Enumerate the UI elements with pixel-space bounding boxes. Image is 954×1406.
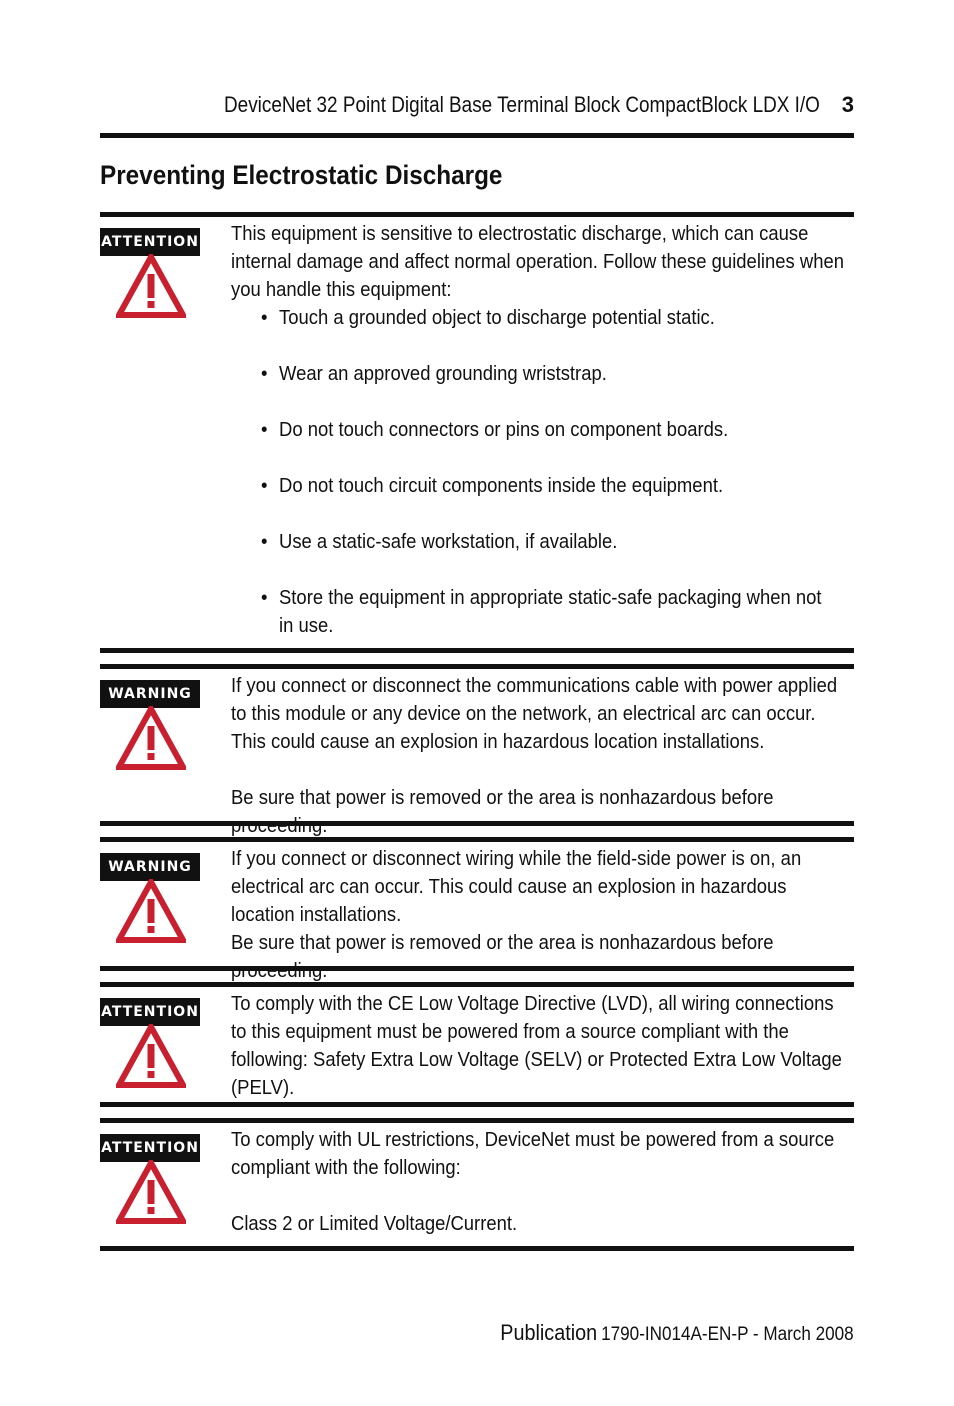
attention-badge: ATTENTION [100,1134,200,1162]
block-bottom-rule [100,1246,854,1251]
attention-paragraph: To comply with the CE Low Voltage Directive (LVD), all wiring connections to this equipment must be powered from a source compliant with the following: Safety Extra Low Voltage (SELV) or Protected Extra Low Voltage (PELV). [231,992,842,1099]
block-top-rule [100,837,854,842]
warning-triangle-icon [116,254,186,318]
list-item: • Wear an approved grounding wriststrap. [261,360,839,388]
attention-intro: This equipment is sensitive to electrostatic discharge, which can cause internal damage and affect normal operation. Follow these guidelines when you handle this equipment: [231,222,844,301]
attention-paragraph: To comply with UL restrictions, DeviceNet must be powered from a source compliant with the following: [231,1128,835,1179]
block-top-rule [100,212,854,217]
attention-content [231,220,854,640]
warning-triangle-icon [116,1160,186,1224]
warning-content [231,672,854,840]
attention-badge: ATTENTION [100,998,200,1026]
attention-content [231,990,854,1102]
warning-paragraph: If you connect or disconnect the communications cable with power applied to this module or any device on the network, an electrical arc can occur. This could cause an explosion in hazardous location installations. [231,674,838,753]
warning-paragraph: Be sure that power is removed or the area is nonhazardous before [231,931,774,954]
warning-block-field-power [100,837,854,973]
block-bottom-rule [100,648,854,653]
attention-badge: ATTENTION [100,228,200,256]
publication-number: 1790-IN014A-EN-P - March 2008 [601,1324,854,1345]
warning-triangle-icon [116,879,186,943]
list-item: • Use a static-safe workstation, if available. [261,528,839,556]
block-bottom-rule [100,1102,854,1107]
publication-label: Publication [500,1320,598,1345]
list-item: • Store the equipment in appropriate static-safe packaging when not in use. [261,584,839,640]
page-number: 3 [841,92,854,117]
list-item: • Touch a grounded object to discharge potential static. [261,304,839,332]
block-bottom-rule [100,821,854,826]
warning-content [231,845,854,985]
warning-block-comm-cable [100,664,854,831]
running-header [100,92,854,126]
warning-paragraph: Be sure that power is removed or the area is nonhazardous before [231,786,774,809]
attention-block-ce-lvd [100,982,854,1110]
warning-badge: WARNING [100,853,200,881]
attention-block-esd [100,212,854,657]
header-rule [100,133,854,138]
attention-block-ul [100,1118,854,1256]
section-title: Preventing Electrostatic Discharge [100,160,503,190]
block-bottom-rule [100,966,854,971]
warning-badge: WARNING [100,680,200,708]
block-top-rule [100,1118,854,1123]
warning-triangle-icon [116,706,186,770]
warning-triangle-icon [116,1024,186,1088]
block-top-rule [100,664,854,669]
warning-paragraph: If you connect or disconnect wiring while the field-side power is on, an electrical arc can occur. This could cause an explosion in hazardous location installations. [231,847,802,926]
esd-guidelines-list [231,304,854,640]
publication-footer [501,1320,854,1346]
header-title: DeviceNet 32 Point Digital Base Terminal Block CompactBlock LDX I/O [224,92,820,117]
list-item: • Do not touch circuit components inside the equipment. [261,472,839,500]
attention-paragraph: Class 2 or Limited Voltage/Current. [231,1212,518,1235]
attention-content [231,1126,854,1238]
list-item: • Do not touch connectors or pins on component boards. [261,416,839,444]
block-top-rule [100,982,854,987]
